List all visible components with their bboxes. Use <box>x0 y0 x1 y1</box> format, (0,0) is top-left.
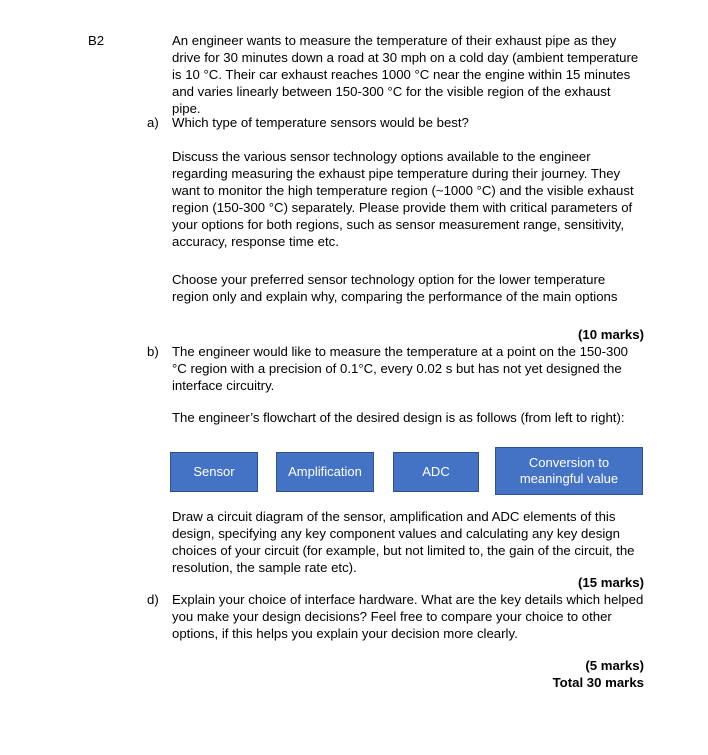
part-d-question: Explain your choice of interface hardware. What are the key details which helped you make your design decisions? Feel free to compare your choice to other options, if this helps you explain your decision more clearly. <box>172 592 644 641</box>
part-d-marks: (5 marks) <box>585 658 644 673</box>
part-b-task: Draw a circuit diagram of the sensor, amplification and ADC elements of this design, specifying any key component values and calculating any key design choices of your circuit (for example, but not limited to, the gain of the circuit, the resolution, the sample rate etc). <box>172 509 635 575</box>
part-b-marks: (15 marks) <box>578 575 644 590</box>
flow-box-sensor: Sensor <box>170 452 258 492</box>
flow-box-conversion: Conversion to meaningful value <box>495 447 643 495</box>
flow-box-amplification: Amplification <box>276 452 374 492</box>
flowchart-intro: The engineer’s flowchart of the desired design is as follows (from left to right): <box>172 410 625 425</box>
part-b-letter: b) <box>147 344 159 359</box>
part-d-letter: d) <box>147 592 159 607</box>
total-marks: Total 30 marks <box>552 675 644 690</box>
part-a-choice: Choose your preferred sensor technology option for the lower temperature region only and explain why, comparing the performance of the main options <box>172 272 618 304</box>
part-a-marks: (10 marks) <box>578 327 644 342</box>
part-b-question: The engineer would like to measure the temperature at a point on the 150-300 °C region with a precision of 0.1°C, every 0.02 s but has not yet designed the interface circuitry. <box>172 344 628 393</box>
part-a-question: Which type of temperature sensors would be best? <box>172 115 469 130</box>
question-number: B2 <box>88 33 105 48</box>
flow-box-adc: ADC <box>393 452 479 492</box>
part-a-discussion: Discuss the various sensor technology options available to the engineer regarding measuring the exhaust pipe temperature during their journey. They want to monitor the high temperature region (~1000 °C) and the visible exhaust region (150-300 °C) separately. Please provide them with critical parameters of your options for both regions, such as sensor measurement range, sensitivity, accuracy, response time etc. <box>172 149 634 249</box>
question-intro: An engineer wants to measure the temperature of their exhaust pipe as they drive for 30 minutes down a road at 30 mph on a cold day (ambient temperature is 10 °C. Their car exhaust reaches 1000 °C near the engine within 15 minutes and varies linearly between 150-300 °C for the visible region of the exhaust pipe. <box>172 33 639 116</box>
part-a-letter: a) <box>147 115 159 130</box>
